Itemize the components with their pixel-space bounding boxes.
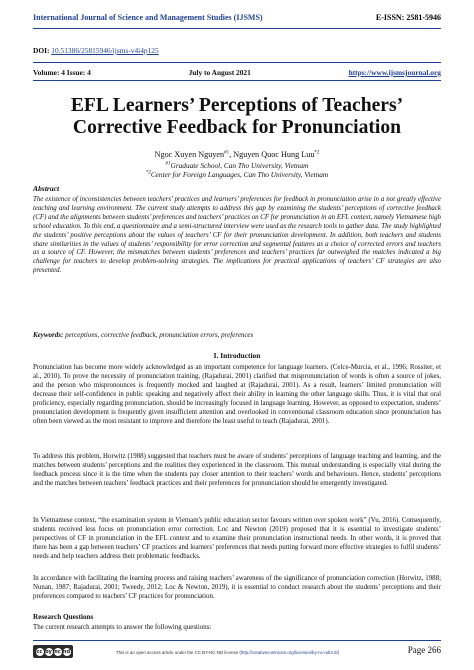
page-number: Page 266 [407, 645, 441, 655]
license-suffix: ) [337, 650, 340, 655]
affiliation-2 [33, 170, 441, 179]
cc-license-badge [33, 645, 73, 658]
doi-line [33, 46, 159, 55]
doi-label: DOI: [33, 46, 50, 55]
footer-rule [33, 640, 441, 641]
issue-line [33, 68, 441, 77]
keywords-text: perceptions, corrective feedback, pronunciation errors, preferences [65, 331, 254, 339]
intro-paragraph-4: In accordance with facilitating the learning process and raising teachers’ awareness of the significance of pronunciation correction (Horwitz, 1988; Nunan, 1987; Rajadurai, 2001; Tweedy, 2012; Loc & Newton, 2019), it is essential to conduct research about the students’ perceptions and their preferences compared to teachers’ CF practices for pronunciation. [33, 575, 441, 600]
affiliation-1 [33, 161, 441, 170]
keywords-line [33, 331, 441, 339]
volume: Volume: 4 Issue: 4 [33, 68, 91, 77]
intro-paragraph-2: To address this problem, Horwitz (1988) suggested that teachers must be aware of students’ perceptions of language teaching and learning, and the matches between students’ perceptions and the realities they experienced in the classroom. This mutual understanding is especially vital during the feedback process since it is the time when the students pay closer attention to their teachers’ words and behaviours. Hence, students’ perceptions and the matches between teachers’ feedback practices and their preferences for pronunciation should be emergently investigated. [33, 453, 441, 487]
author-separator: , [229, 150, 234, 159]
abstract-text: The existence of inconsistencies between teachers’ practices and learners’ preferences for feedback in pronunciation arise in a not greatly effective teaching and learning environment. The current study attempts to address this gap by examining the students’ perceptions of corrective feedback (CF) and the alignments between students’ preferences and teachers’ practices on CF for pronunciation in an EFL context, namely Vietnamese high school education. To this end, a questionnaire and a semi-structured interview were used as the research tools to gather data. The study highlighted the students’ positive perceptions about the values of teachers’ CF for their pronunciation development. In addition, both teachers and students share similarities in the values of students’ responsibility for error correction and segmental features as a choice of corrected errors and teachers as a source of CF. However, the mismatches between students’ preferences and teachers’ practices far outweighed the matches indicated a big challenge for teachers to develop problem-solving strategies. The implications for practical applications of teachers’ CF strategies are also presented. [33, 196, 441, 275]
title-line-2: Corrective Feedback for Pronunciation [72, 117, 402, 138]
journal-url-link[interactable]: https://www.ijsmsjournal.org [348, 68, 441, 77]
research-questions-text: The current research attempts to answer the following questions: [33, 624, 212, 631]
doi-link[interactable]: 10.51386/25815946/ijsms-v4i4p125 [51, 46, 159, 55]
author-1: Ngoc Xuyen Nguyen [154, 150, 225, 159]
journal-name: International Journal of Science and Management Studies (IJSMS) [33, 12, 263, 22]
paper-title [33, 95, 441, 139]
research-questions-heading: Research Questions [33, 613, 94, 621]
by-icon: by [45, 648, 52, 655]
affiliation-1-sup: #1 [165, 161, 171, 167]
introduction-heading: I. Introduction [213, 351, 261, 360]
header-rule [33, 28, 441, 29]
intro-paragraph-3: In Vietnamese context, “the examination system in Vietnam's public education sector favours written over spoken work” (Vu, 2016). Consequently, students received less focus on pronunciation error correction. Loc and Newton (2019) proposed that it is essential to investigate students’ perspectives of CF in pronunciation in the EFL context and to examine their pronunciation instructional needs. In other words, it is proved that there has been a gap between teachers’ CF practices and learners’ preferences that needs putting forward more effective strategies to fulfil students’ needs and help teachers address their problematic feedbacks. [33, 517, 441, 560]
doi-rule [33, 62, 441, 63]
authors [33, 150, 441, 159]
keywords-label: Keywords: [33, 331, 64, 339]
license-link[interactable]: http://creativecommons.org/licenses/by-nc-nd/4.0/ [240, 650, 338, 655]
intro-paragraph-1: Pronunciation has become more widely acknowledged as an important competence for language learners. (Celce-Murcia, et al., 1996; Rossiter, et al., 2010). To prove the necessity of pronunciation training, (Rajadurai, 2001) clarified that mispronunciation of words is often a source of jokes, and the person who mispronounces is frequently mocked and laughed at (Rajadurai, 2001). As a result, learners’ limited pronunciation will decrease their self-confidence in public speaking and negatively affect their ability in learning the other language skills. Thus, it is vital that oral proficiency, especially regarding pronunciation, should be increasingly focused in language learning. However, as opposed to expectation, students’ pronunciation development is frequently given insufficient attention and overlooked in conventional classroom education since pronunciation has often been viewed as the most resistant to improve and therefore the least useful to teach (Rajadurai, 2001). [33, 364, 441, 425]
nc-icon: nc [54, 648, 61, 655]
affiliation-2-sup: *2 [145, 170, 151, 176]
license-text [116, 650, 339, 655]
author-2: Nguyen Quoc Hung Luu [233, 150, 315, 159]
abstract-heading: Abstract [33, 184, 60, 193]
affiliation-2-text: Center for Foreign Languages, Can Tho University, Vietnam [150, 170, 329, 179]
issue-rule [33, 80, 441, 81]
running-header [33, 9, 441, 25]
author-1-sup: #1 [224, 150, 230, 156]
license-prefix: This is an open access article under the CC BY-NC-ND license ( [116, 650, 241, 655]
period: July to August 2021 [188, 68, 251, 77]
affiliation-1-text: Graduate School, Can Tho University, Vietnam [170, 161, 309, 170]
issn: E-ISSN: 2581-5946 [375, 12, 441, 22]
author-2-sup: *2 [314, 150, 320, 156]
title-line-1: EFL Learners’ Perceptions of Teachers’ [70, 95, 404, 116]
cc-icon: cc [36, 648, 43, 655]
nd-icon: nd [62, 648, 71, 655]
